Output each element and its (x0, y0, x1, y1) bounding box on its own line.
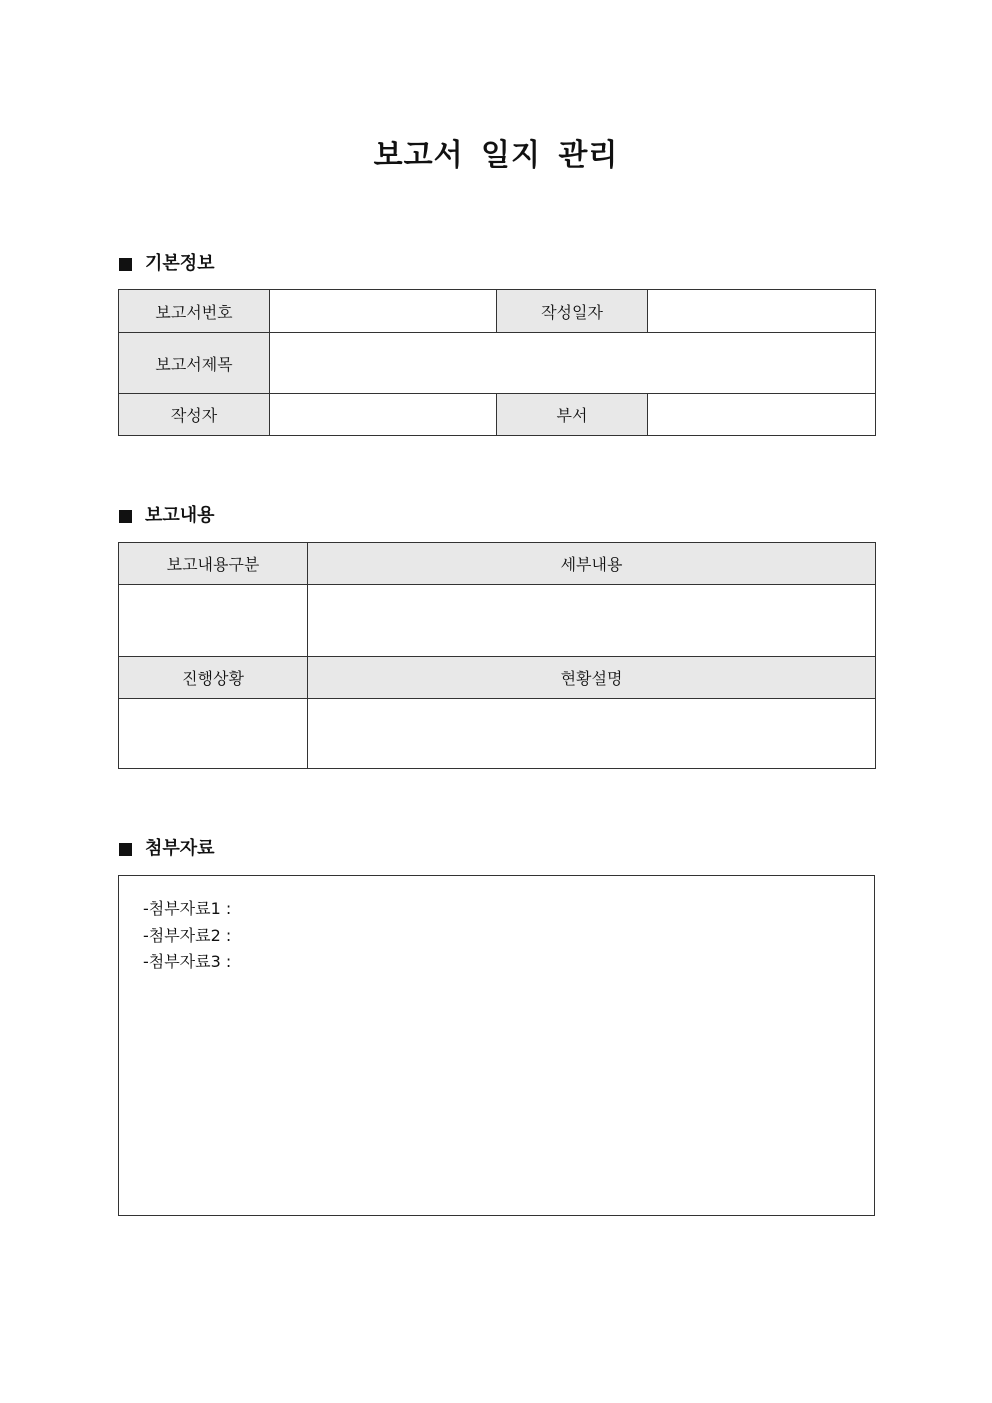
attachment-item-1: -첨부자료1 : (143, 899, 232, 918)
details-header: 세부내용 (308, 543, 876, 585)
author-field[interactable] (270, 394, 497, 436)
basic-info-table (118, 289, 876, 436)
section-heading-label: 첨부자료 (145, 838, 215, 859)
department-label: 부서 (497, 394, 648, 436)
table-row (119, 543, 876, 585)
progress-status-field[interactable] (119, 699, 308, 769)
date-written-label: 작성일자 (497, 290, 648, 333)
department-field[interactable] (648, 394, 876, 436)
content-category-header: 보고내용구분 (119, 543, 308, 585)
progress-status-header: 진행상황 (119, 657, 308, 699)
report-title-field[interactable] (270, 333, 876, 394)
author-label: 작성자 (119, 394, 270, 436)
report-number-label: 보고서번호 (119, 290, 270, 333)
status-description-header: 현황설명 (308, 657, 876, 699)
attachment-item-3: -첨부자료3 : (143, 952, 232, 971)
black-square-icon (119, 843, 132, 856)
report-number-field[interactable] (270, 290, 497, 333)
date-written-field[interactable] (648, 290, 876, 333)
black-square-icon (119, 510, 132, 523)
table-row (119, 657, 876, 699)
section-heading-label: 기본정보 (145, 253, 215, 274)
attachment-item-2: -첨부자료2 : (143, 925, 232, 945)
section-heading-report-content (119, 504, 215, 528)
black-square-icon (119, 258, 132, 271)
page-title: 보고서 일지 관리 (373, 138, 619, 173)
section-heading-label: 보고내용 (145, 505, 215, 526)
section-heading-basic-info (119, 252, 215, 276)
table-row (119, 333, 876, 394)
attachments-list (143, 896, 231, 976)
attachments-box[interactable] (118, 875, 875, 1216)
report-content-table (118, 542, 876, 769)
table-row (119, 699, 876, 769)
section-heading-attachments (119, 837, 215, 861)
table-row (119, 394, 876, 436)
table-row (119, 585, 876, 657)
report-title-label: 보고서제목 (119, 333, 270, 394)
table-row (119, 290, 876, 333)
details-field[interactable] (308, 585, 876, 657)
status-description-field[interactable] (308, 699, 876, 769)
content-category-field[interactable] (119, 585, 308, 657)
